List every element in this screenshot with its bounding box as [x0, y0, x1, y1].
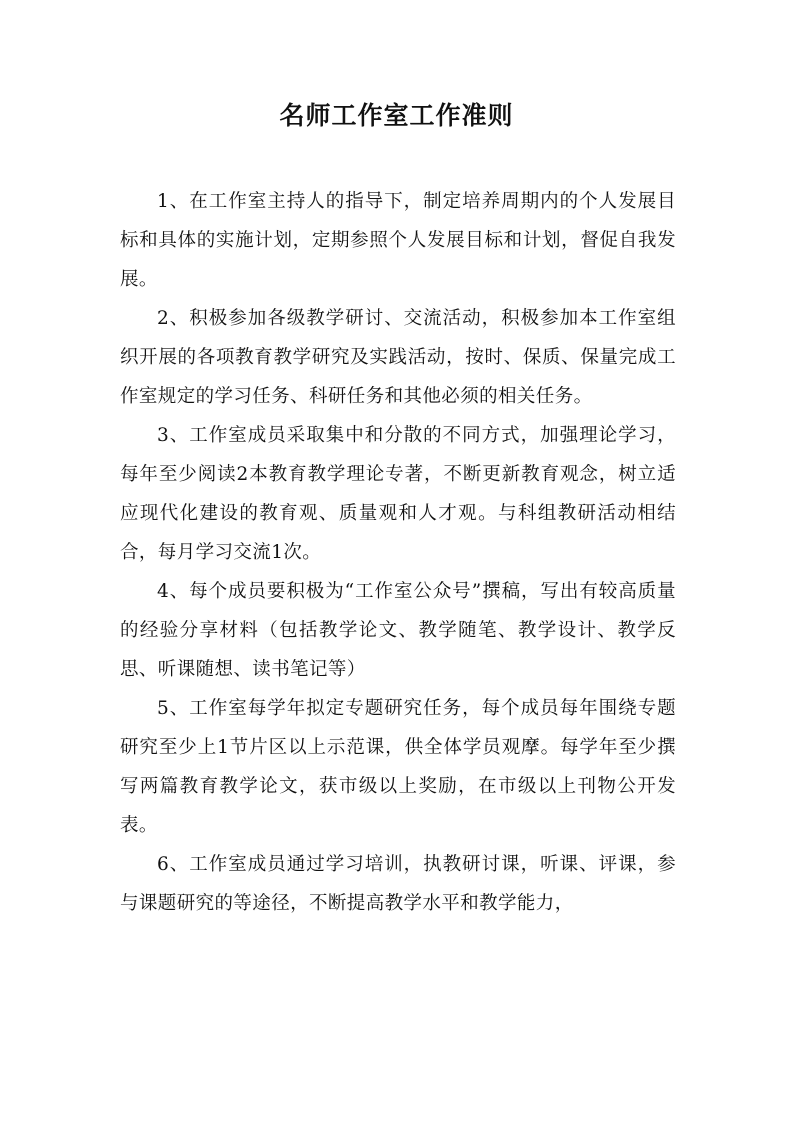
paragraph-6: 6、工作室成员通过学习培训，执教研讨课，听课、评课，参与课题研究的等途径，不断提高教学水平和教学能力， [120, 854, 676, 914]
paragraph-4: 4、每个成员要积极为“工作室公众号”撰稿，写出有较高质量的经验分享材料（包括教学论文、教学随笔、教学设计、教学反思、听课随想、读书笔记等） [120, 581, 676, 680]
document-title: 名师工作室工作准则 [279, 101, 514, 130]
document-body [120, 182, 676, 923]
paragraph-3: 3、工作室成员采取集中和分散的不同方式，加强理论学习，每年至少阅读2本教育教学理论专著，不断更新教育观念，树立适应现代化建设的教育观、质量观和人才观。与科组教研活动相结合，每月学习交流1次。 [120, 425, 676, 563]
paragraph-2: 2、积极参加各级教学研讨、交流活动，积极参加本工作室组织开展的各项教育教学研究及实践活动，按时、保质、保量完成工作室规定的学习任务、科研任务和其他必须的相关任务。 [120, 308, 676, 407]
paragraph-1: 1、在工作室主持人的指导下，制定培养周期内的个人发展目标和具体的实施计划，定期参照个人发展目标和计划，督促自我发展。 [120, 191, 676, 290]
paragraph-5: 5、工作室每学年拟定专题研究任务，每个成员每年围绕专题研究至少上1节片区以上示范课，供全体学员观摩。每学年至少撰写两篇教育教学论文，获市级以上奖励，在市级以上刊物公开发表。 [120, 698, 676, 836]
